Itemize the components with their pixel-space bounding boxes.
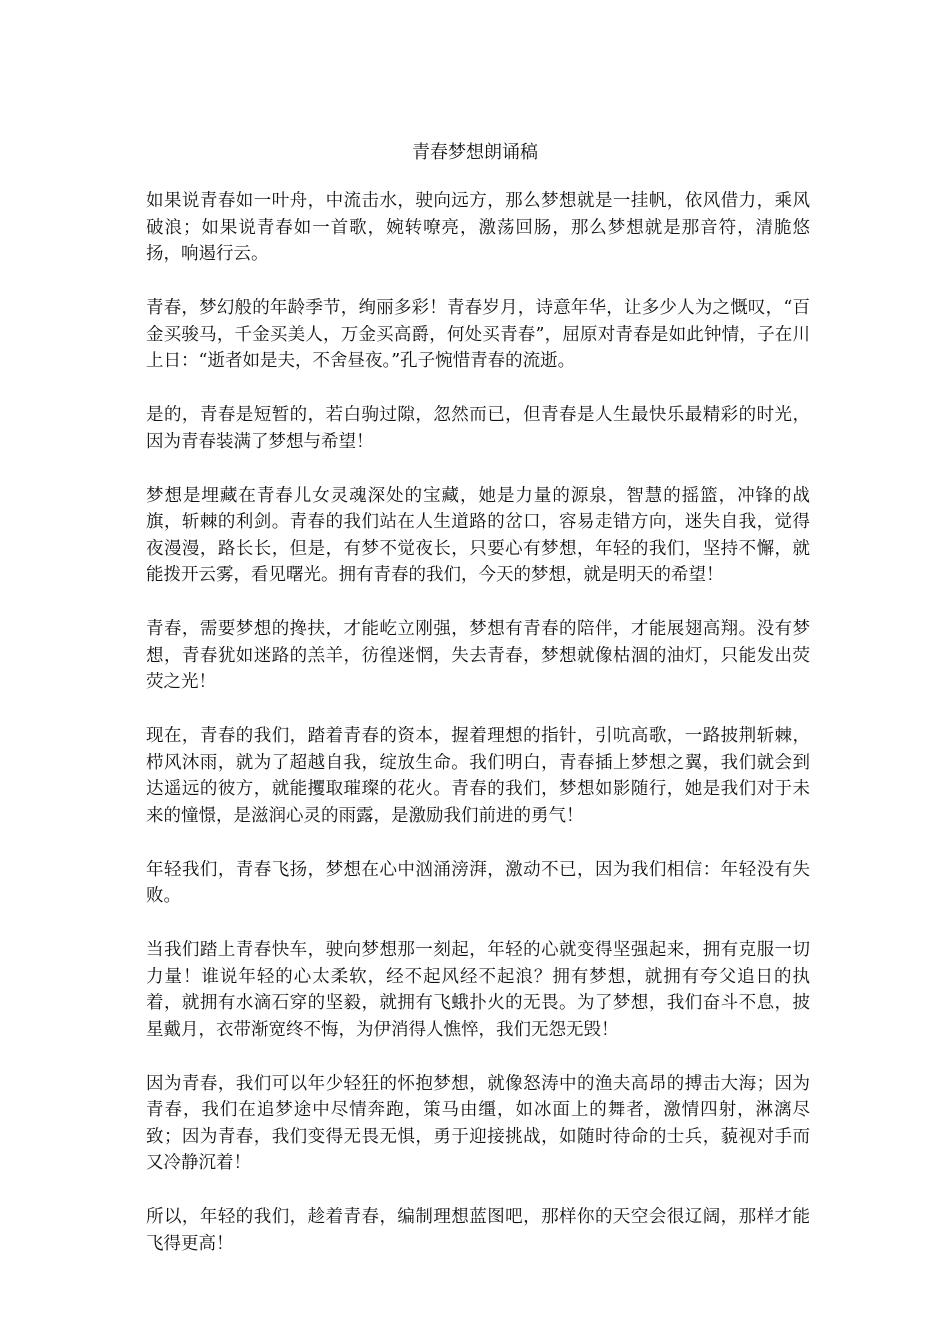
paragraph-5: 青春，需要梦想的搀扶，才能屹立刚强，梦想有青春的陪伴，才能展翅高翔。没有梦想，青春犹如迷路的羔羊，彷徨迷惘，失去青春，梦想就像枯涸的油灯，只能发出荧荧之光！	[146, 619, 810, 692]
paragraph-3: 是的，青春是短暂的，若白驹过隙，忽然而已，但青春是人生最快乐最精彩的时光，因为青春装满了梦想与希望！	[146, 405, 810, 452]
document-body	[146, 188, 810, 1285]
paragraph-8: 当我们踏上青春快车，驶向梦想那一刻起，年轻的心就变得坚强起来，拥有克服一切力量！谁说年轻的心太柔软，经不起风经不起浪？拥有梦想，就拥有夸父追日的执着，就拥有水滴石穿的坚毅，就拥有飞蛾扑火的无畏。为了梦想，我们奋斗不息，披星戴月，衣带渐宽终不悔，为伊消得人憔悴，我们无怨无毁！	[146, 940, 810, 1040]
paragraph-4: 梦想是埋藏在青春儿女灵魂深处的宝藏，她是力量的源泉，智慧的摇篮，冲锋的战旗，斩棘的利剑。青春的我们站在人生道路的岔口，容易走错方向，迷失自我，觉得夜漫漫，路长长，但是，有梦不觉夜长，只要心有梦想，年轻的我们，坚持不懈，就能拨开云雾，看见曙光。拥有青春的我们，今天的梦想，就是明天的希望！	[146, 485, 810, 585]
paragraph-9: 因为青春，我们可以年少轻狂的怀抱梦想，就像怒涛中的渔夫高昂的搏击大海；因为青春，我们在追梦途中尽情奔跑，策马由缰，如冰面上的舞者，激情四射，淋漓尽致；因为青春，我们变得无畏无惧，勇于迎接挑战，如随时待命的士兵，藐视对手而又冷静沉着！	[146, 1073, 810, 1173]
document-title: 青春梦想朗诵稿	[412, 142, 538, 163]
paragraph-7: 年轻我们，青春飞扬，梦想在心中汹涌滂湃，激动不已，因为我们相信：年轻没有失败。	[146, 859, 810, 906]
paragraph-10: 所以，年轻的我们，趁着青春，编制理想蓝图吧，那样你的天空会很辽阔，那样才能飞得更高！	[146, 1207, 810, 1254]
paragraph-2: 青春，梦幻般的年龄季节，绚丽多彩！青春岁月，诗意年华，让多少人为之慨叹，“百金买骏马，千金买美人，万金买高爵，何处买青春”，屈原对青春是如此钟情，子在川上日：“逝者如是夫，不舍昼夜。”孔子惋惜青春的流逝。	[146, 298, 810, 371]
paragraph-1: 如果说青春如一叶舟，中流击水，驶向远方，那么梦想就是一挂帆，依风借力，乘风破浪；如果说青春如一首歌，婉转嘹亮，激荡回肠，那么梦想就是那音符，清脆悠扬，响遏行云。	[146, 191, 810, 264]
paragraph-6: 现在，青春的我们，踏着青春的资本，握着理想的指针，引吭高歌，一路披荆斩棘，栉风沐雨，就为了超越自我，绽放生命。我们明白，青春插上梦想之翼，我们就会到达遥远的彼方，就能攫取璀璨的花火。青春的我们，梦想如影随行，她是我们对于未来的憧憬，是滋润心灵的雨露，是激励我们前进的勇气！	[146, 726, 810, 826]
